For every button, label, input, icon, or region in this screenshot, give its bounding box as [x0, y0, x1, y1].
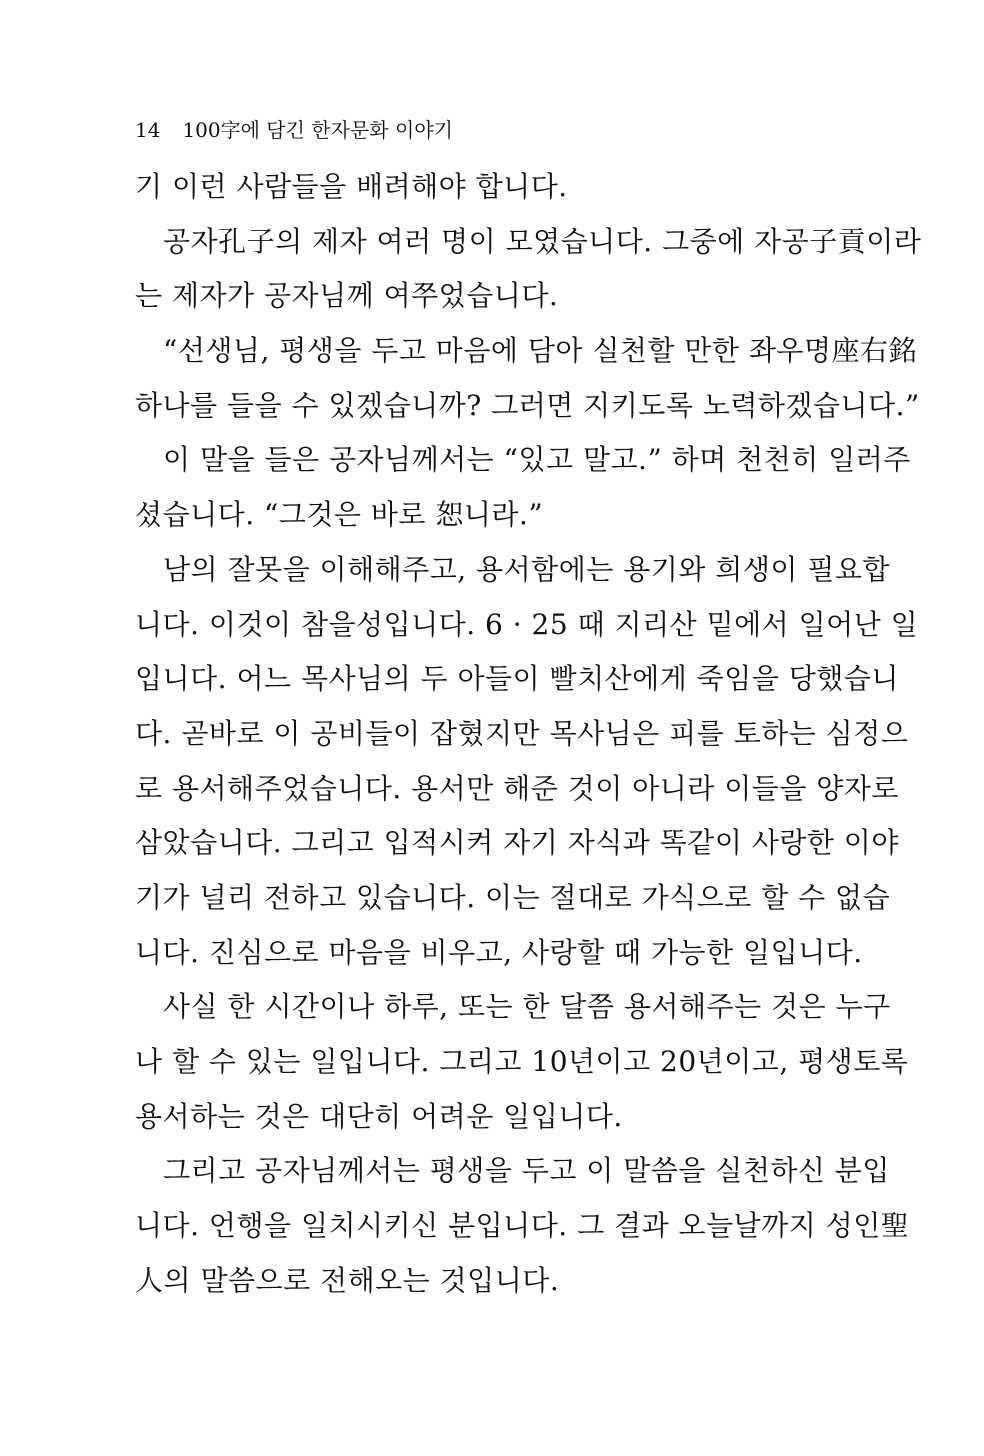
text-line: 나 할 수 있는 일입니다. 그리고 10년이고 20년이고, 평생토록 — [135, 1045, 909, 1078]
text-line: 하나를 들을 수 있겠습니까? 그러면 지키도록 노력하겠습니다.” — [135, 388, 920, 422]
paragraph-first-line: 이 말을 들은 공자님께서는 “있고 말고.” 하며 천천히 일러주 — [163, 443, 911, 477]
text-line: 기 이런 사람들을 배려해야 합니다. — [135, 170, 568, 203]
book-title: 100字에 담긴 한자문화 이야기 — [182, 118, 453, 142]
paragraph-first-line: 남의 잘못을 이해해주고, 용서함에는 용기와 희생이 필요합 — [163, 552, 890, 586]
text-line: 니다. 진심으로 마음을 비우고, 사랑할 때 가능한 일입니다. — [135, 935, 863, 969]
text-line: 입니다. 어느 목사님의 두 아들이 빨치산에게 죽임을 당했습니 — [135, 662, 899, 696]
running-header — [135, 116, 453, 144]
text-line: 기가 널리 전하고 있습니다. 이는 절대로 가식으로 할 수 없습 — [135, 880, 891, 914]
paragraph-first-line: 그리고 공자님께서는 평생을 두고 이 말씀을 실천하신 분입 — [163, 1154, 890, 1188]
text-line: 니다. 언행을 일치시키신 분입니다. 그 결과 오늘날까지 성인聖 — [135, 1209, 910, 1243]
paragraph-first-line: “선생님, 평생을 두고 마음에 담아 실천할 만한 좌우명座右銘 — [163, 334, 918, 368]
text-line: 人의 말씀으로 전해오는 것입니다. — [135, 1263, 560, 1297]
page-number: 14 — [135, 118, 161, 142]
text-line: 용서하는 것은 대단히 어려운 일입니다. — [135, 1099, 623, 1133]
text-line: 로 용서해주었습니다. 용서만 해준 것이 아니라 이들을 양자로 — [135, 771, 899, 805]
text-line: 셨습니다. “그것은 바로 恕니라.” — [135, 498, 544, 532]
text-line: 는 제자가 공자님께 여쭈었습니다. — [135, 279, 559, 313]
body-text — [135, 160, 922, 1308]
text-line: 다. 곧바로 이 공비들이 잡혔지만 목사님은 피를 토하는 심정으 — [135, 716, 909, 750]
paragraph-first-line: 사실 한 시간이나 하루, 또는 한 달쯤 용서해주는 것은 누구 — [163, 990, 891, 1024]
text-line: 니다. 이것이 참을성입니다. 6 · 25 때 지리산 밑에서 일어난 일 — [135, 607, 919, 641]
text-line: 삼았습니다. 그리고 입적시켜 자기 자식과 똑같이 사랑한 이야 — [135, 826, 899, 860]
paragraph-first-line: 공자孔子의 제자 여러 명이 모였습니다. 그중에 자공子貢이라 — [163, 224, 922, 258]
